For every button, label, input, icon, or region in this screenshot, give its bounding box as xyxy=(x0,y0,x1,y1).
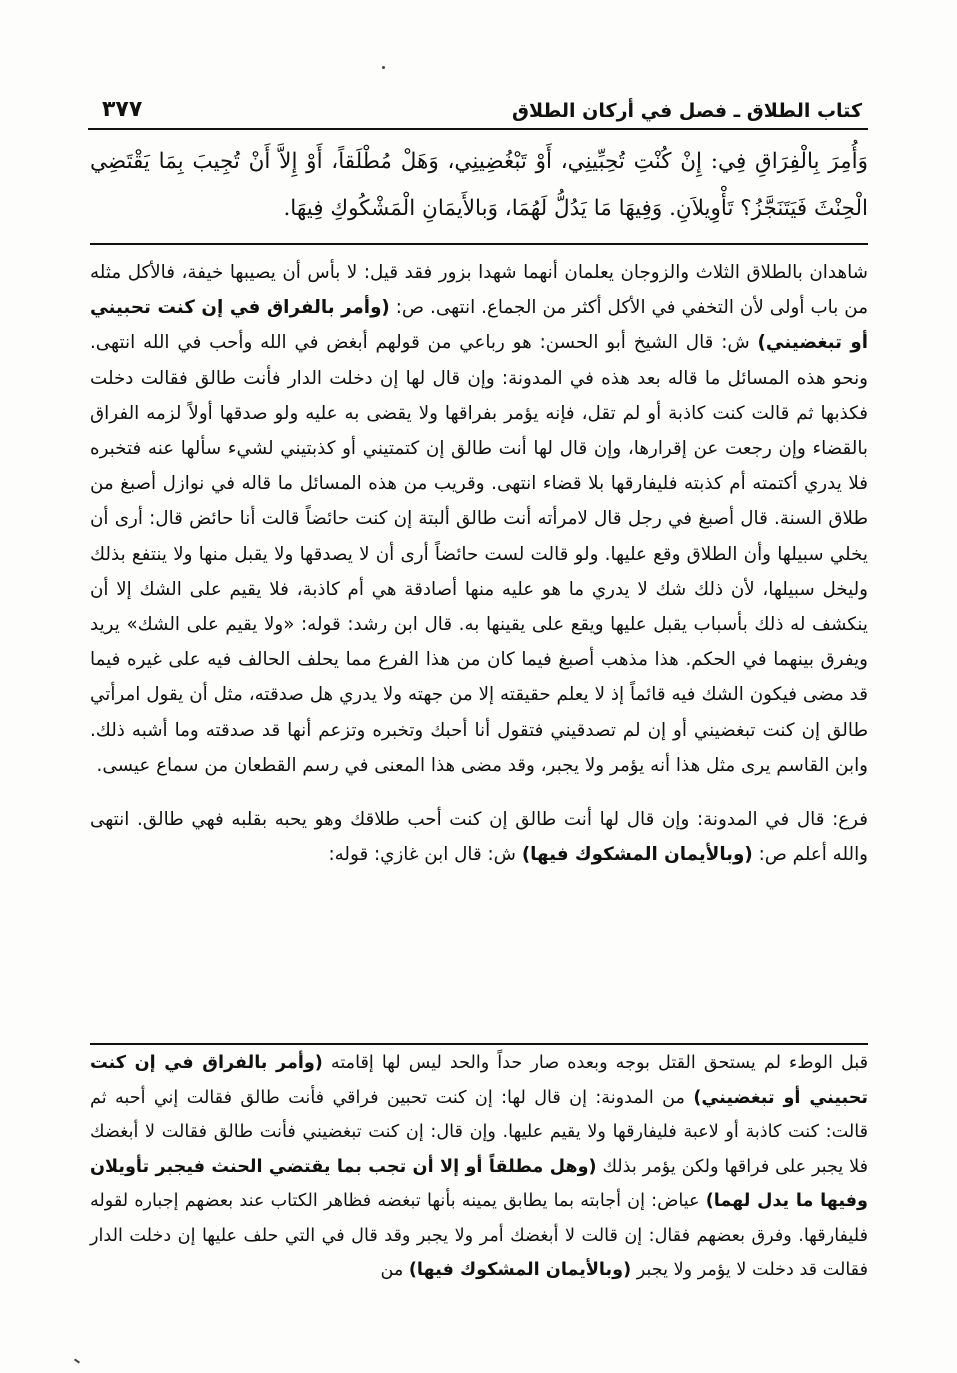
notes-text-1: قبل الوطء لم يستحق القتل بوجه وبعده صار حداً والحد ليس لها إقامته xyxy=(322,1053,868,1073)
sharh-text xyxy=(90,255,868,872)
sharh-p2-text-2: ش: قال ابن غازي: قوله: xyxy=(328,844,522,866)
sharh-p2-text-1: فرع: قال في المدونة: وإن قال لها أنت طالق إن كنت أحب طلاقك وهو يحبه بقلبه فهي طالق. انتهى والله أعلم ص: xyxy=(90,809,868,866)
sharh-p1-text-2: ش: قال الشيخ أبو الحسن: هو رباعي من قولهم أبغض في الله وأحب في الله انتهى. ونحو هذه المسائل ما قاله بعد هذه في المدونة: وإن قال لها إن دخلت الدار فأنت طالق فقالت دخلت فكذبها ثم قالت كنت كاذبة أو لم تقل، فإنه يؤمر بفراقها ولا يقضى به عليه ولو صدقها أولاً لزمه الفراق بالقضاء وإن رجعت عن إقرارها، وإن قال لها أنت طالق إن كتمتيني أو كذبتيني لشيء سألها عنه فتخبره فلا يدري أكتمته أم كذبته فليفارقها بلا قضاء انتهى. وقريب من هذه المسائل ما قاله في نوازل أصبغ من طلاق السنة. قال أصبغ في رجل قال لامرأته أنت طالق ألبتة إن كنت حائضاً قالت أنا حائض قال: أرى أن يخلي سبيلها وأن الطلاق وقع عليها. ولو قالت لست حائضاً أرى أن لا يصدقها ولا يقبل منها ولا ينتفع بذلك وليخل سبيلها، لأن ذلك شك لا يدري ما هو عليه منها أصادقة هي أم كاذبة، فلا يقيم على الشك إلا أن ينكشف له ذلك بأسباب يقبل عليها ويقع على يقينها به. قال ابن رشد: قوله: «ولا يقيم على الشك» يريد ويفرق بينهما في الحكم. هذا مذهب أصبغ فيما كان من هذا الفرع مما يحلف الحالف فيه على غيره فيما قد مضى فيكون الشك فيه قائماً إذ لا يعلم حقيقته إلا من جهته ولا يدري هل صدقته، مثل أن يقول امرأتي طالق إن كنت تبغضيني أو إن لم تصدقيني فتقول أنا أحبك وتخبره وتزعم أنها قد صدقته وما أشبه ذلك. وابن القاسم يرى مثل هذا أنه يؤمر ولا يجبر، وقد مضى هذا المعنى في رسم القطعان من سماع عيسى. xyxy=(90,332,868,776)
footnote-text xyxy=(90,1046,868,1288)
notes-quote-1: (وأمر بالفراق في إن كنت تحبيني أو تبغضيني) xyxy=(90,1053,869,1108)
notes-text-4: من xyxy=(380,1260,409,1280)
matn-text: وَأُمِرَ بِالْفِرَاقِ فِي: إِنْ كُنْتِ تُحِبِّينِي، أَوْ تَبْغُضِينِي، وَهَلْ مُطْلَقاً، أَوْ إِلاَّ أَنْ تُجِيبَ بِمَا يَقْتَضِي الْحِنْثَ فَيَتَنَجَّزُ؟ تَأْوِيلاَنِ. وَفِيهَا مَا يَدُلُّ لَهُمَا، وَبالأَيمَانِ الْمَشْكُوكِ فِيهَا. xyxy=(90,149,868,221)
scan-speck xyxy=(382,66,385,69)
sharh-p2-quote-1: (وبالأيمان المشكوك فيها) xyxy=(521,844,753,866)
sharh-paragraph-2 xyxy=(90,802,868,872)
sharh-p1-text-1: شاهدان بالطلاق الثلاث والزوجان يعلمان أنهما شهدا بزور فقد قيل: لا بأس أن يصيبها خيفة، فالأكل مثله من باب أولى لأن التخفي في الأكل أكثر من الجماع. انتهى. ص: xyxy=(90,262,869,319)
scan-mark xyxy=(74,1358,80,1363)
divider-matn-sharh xyxy=(90,243,868,245)
notes-quote-2: (وهل مطلقاً أو إلا أن تجب بما يقتضي الحنث فيجبر تأويلان وفيها ما يدل لهما) xyxy=(90,1156,868,1211)
page-header xyxy=(88,84,868,130)
sharh-paragraph-1 xyxy=(90,255,868,783)
notes-text-2: من المدونة: إن قال لها: إن كنت تحبين فراقي فأنت طالق فقالت إني أحبه ثم قالت: كنت كاذبة أو لاعبة فليفارقها ولا يقيم عليها. وإن قال: إن كنت تبغضيني فأنت طالق فقالت لا أبغضك فلا يجبر على فراقها ولكن يؤمر بذلك xyxy=(90,1087,868,1177)
sharh-p1-quote-1: (وأمر بالفراق في إن كنت تحبيني أو تبغضيني) xyxy=(90,297,868,354)
notes-quote-3: (وبالأيمان المشكوك فيها) xyxy=(408,1260,632,1280)
divider-sharh-notes xyxy=(90,1043,868,1045)
running-title: كتاب الطلاق ـ فصل في أركان الطلاق xyxy=(512,100,862,122)
notes-text-3: عياض: إن أجابته بما يطابق يمينه بأنها تبغضه فظاهر الكتاب عند بعضهم إجباره لقوله فليفارقها. وفرق بعضهم فقال: إن قالت لا أبغضك أمر ولا يجبر وقد قال في التي حلف عليها إن دخلت الدار فقالت قد دخلت لا يؤمر ولا يجبر xyxy=(90,1191,868,1280)
page-number: ٣٧٧ xyxy=(102,97,143,122)
